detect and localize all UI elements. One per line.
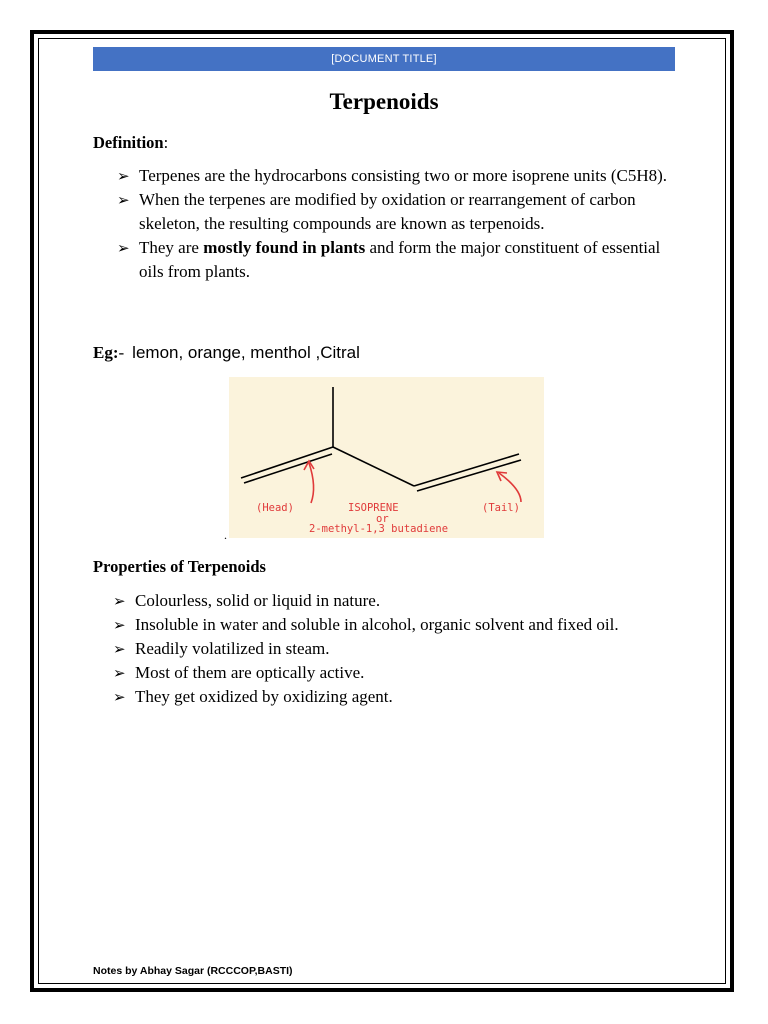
definition-label: [93, 133, 168, 153]
list-item-text: They get oxidized by oxidizing agent.: [135, 687, 393, 706]
definition-label-text: Definition: [93, 133, 164, 152]
document-title-text: [DOCUMENT TITLE]: [331, 53, 437, 65]
list-item: [117, 188, 677, 236]
formula-label: 2-methyl-1,3 butadiene: [309, 523, 449, 535]
example-dash: -: [118, 343, 125, 362]
list-item: [113, 637, 653, 661]
list-item-text: Terpenes are the hydrocarbons consisting two or more isoprene units (C5H8).: [139, 166, 668, 185]
list-item-text: Colourless, solid or liquid in nature.: [135, 591, 381, 610]
list-item-text: and form the major constituent of essential oils from plants.: [139, 238, 661, 281]
tail-label: (Tail): [482, 502, 520, 514]
list-item-text: When the terpenes are modified by oxidation or rearrangement of carbon skeleton, the resulting compounds are known as terpenoids.: [139, 190, 636, 233]
example-label: Eg:: [93, 343, 119, 362]
list-item: [113, 661, 653, 685]
isoprene-diagram: [229, 377, 544, 538]
arrow-bullet-icon: ➢: [113, 664, 126, 682]
arrow-bullet-icon: ➢: [113, 592, 126, 610]
arrow-bullet-icon: ➢: [117, 191, 130, 209]
example-values: lemon, orange, menthol ,Citral: [132, 343, 360, 362]
arrow-bullet-icon: ➢: [113, 616, 126, 634]
head-label: (Head): [256, 502, 294, 514]
document-title-bar: [93, 47, 675, 71]
list-item-text: Readily volatilized in steam.: [135, 639, 330, 658]
list-item-text: Most of them are optically active.: [135, 663, 365, 682]
stray-dot: .: [224, 528, 227, 542]
footer-credit: Notes by Abhay Sagar (RCCCOP,BASTI): [93, 965, 293, 977]
list-item: [113, 613, 653, 637]
arrow-bullet-icon: ➢: [117, 239, 130, 257]
list-item: [117, 164, 677, 188]
bold-text: mostly found in plants: [203, 238, 366, 257]
list-item-text: Insoluble in water and soluble in alcohol, organic solvent and fixed oil.: [135, 615, 619, 634]
definition-list: [117, 164, 677, 284]
list-item: [113, 685, 653, 709]
definition-colon: :: [163, 133, 169, 152]
example-row: [93, 343, 360, 363]
or-label: or: [376, 513, 389, 525]
properties-list: [113, 589, 653, 709]
list-item: [113, 589, 653, 613]
arrow-bullet-icon: ➢: [113, 688, 126, 706]
properties-heading: Properties of Terpenoids: [93, 557, 266, 576]
list-item: [117, 236, 677, 284]
arrow-bullet-icon: ➢: [117, 167, 130, 185]
isoprene-label: ISOPRENE: [348, 502, 399, 514]
arrow-bullet-icon: ➢: [113, 640, 126, 658]
list-item-text: They are: [139, 238, 204, 257]
page-title: Terpenoids: [329, 89, 439, 114]
